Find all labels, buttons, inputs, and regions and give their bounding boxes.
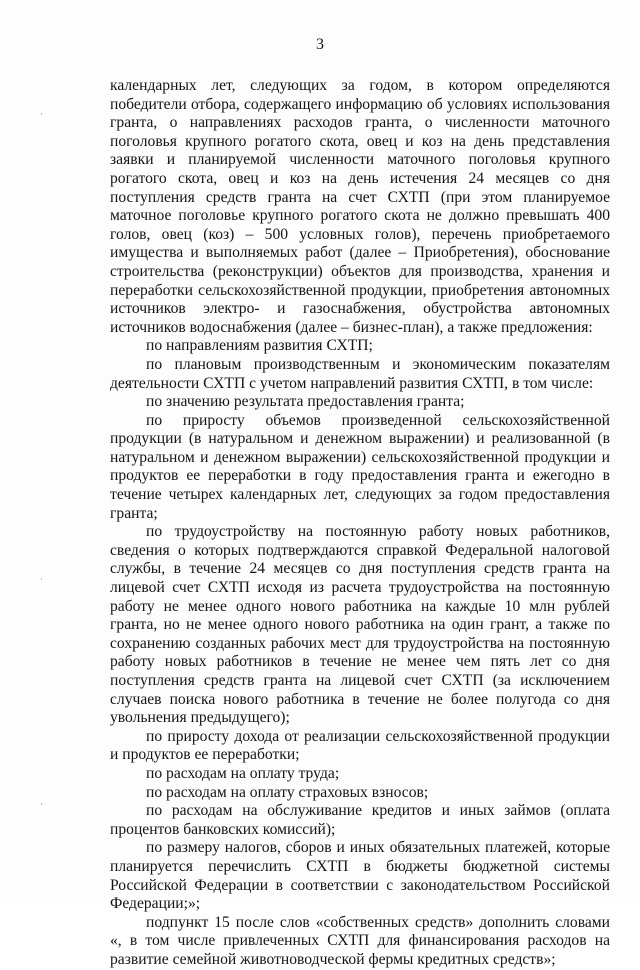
- paragraph: по направлениям развития СХТП;: [146, 337, 373, 355]
- paragraph: по трудоустройству на постоянную работу новых работников, сведения о которых подтверждаются справкой Федеральной налоговой службы, в течение 24 месяцев со дня поступления средств гранта на лицевой счет СХТП исходя из расчета трудоустройства на постоянную работу не менее одного нового работника на каждые 10 млн рублей гранта, но не менее одного нового работника на один грант, а также по сохранению созданных рабочих мест для трудоустройства на постоянную работу новых работников в течение не менее чем пять лет со дня поступления средств гранта на лицевой счет СХТП (за исключением случаев поиска нового работника в течение не более полугода со дня увольнения предыдущего);: [110, 523, 610, 727]
- paragraph: по плановым производственным и экономическим показателям деятельности СХТП с учетом направлений развития СХТП, в том числе:: [110, 355, 610, 392]
- page-number: 3: [316, 36, 324, 53]
- paragraph: по расходам на оплату страховых взносов;: [146, 783, 429, 801]
- scan-mark: ·: [40, 799, 43, 809]
- paragraph: по приросту объемов произведенной сельскохозяйственной продукции (в натуральном и денежном выражении) и реализованной (в натуральном и денежном выражении) сельскохозяйственной продукции и продуктов ее переработки в году предоставления гранта и ежегодно в течение четырех календарных лет, следующих за годом предоставления гранта;: [110, 411, 610, 522]
- paragraph: по значению результата предоставления гранта;: [146, 393, 465, 411]
- paragraph: календарных лет, следующих за годом, в котором определяются победители отбора, содержащего информацию об условиях использования гранта, о направлениях расходов гранта, о численности маточного поголовья крупного рогатого скота, овец и коз на день представления заявки и планируемой численности маточного поголовья крупного рогатого скота, овец и коз на день истечения 24 месяцев со дня поступления средств гранта на счет СХТП (при этом планируемое маточное поголовье крупного рогатого скота не должно превышать 400 голов, овец (коз) – 500 условных голов), перечень приобретаемого имущества и выполняемых работ (далее – Приобретения), обоснование строительства (реконструкции) объектов для производства, хранения и переработки сельскохозяйственной продукции, приобретения автономных источников электро- и газоснабжения, обустройства автономных источников водоснабжения (далее – бизнес-план), а также предложения:: [110, 77, 610, 336]
- scan-mark: ·: [40, 574, 43, 584]
- scan-mark: ·: [40, 109, 43, 119]
- paragraph: по приросту дохода от реализации сельскохозяйственной продукции и продуктов ее переработки;: [110, 727, 610, 764]
- paragraph: по размеру налогов, сборов и иных обязательных платежей, которые планируется перечислить СХТП в бюджеты бюджетной системы Российской Федерации в соответствии с законодательством Российской Федерации;»;: [110, 839, 610, 913]
- paragraph: подпункт 15 после слов «собственных средств» дополнить словами «, в том числе привлеченных СХТП для финансирования расходов на развитие семейной животноводческой фермы кредитных средств»;: [110, 913, 610, 968]
- paragraph: по расходам на обслуживание кредитов и иных займов (оплата процентов банковских комиссий);: [110, 802, 610, 838]
- paragraph: по расходам на оплату труда;: [146, 764, 340, 782]
- document-body: [110, 77, 610, 970]
